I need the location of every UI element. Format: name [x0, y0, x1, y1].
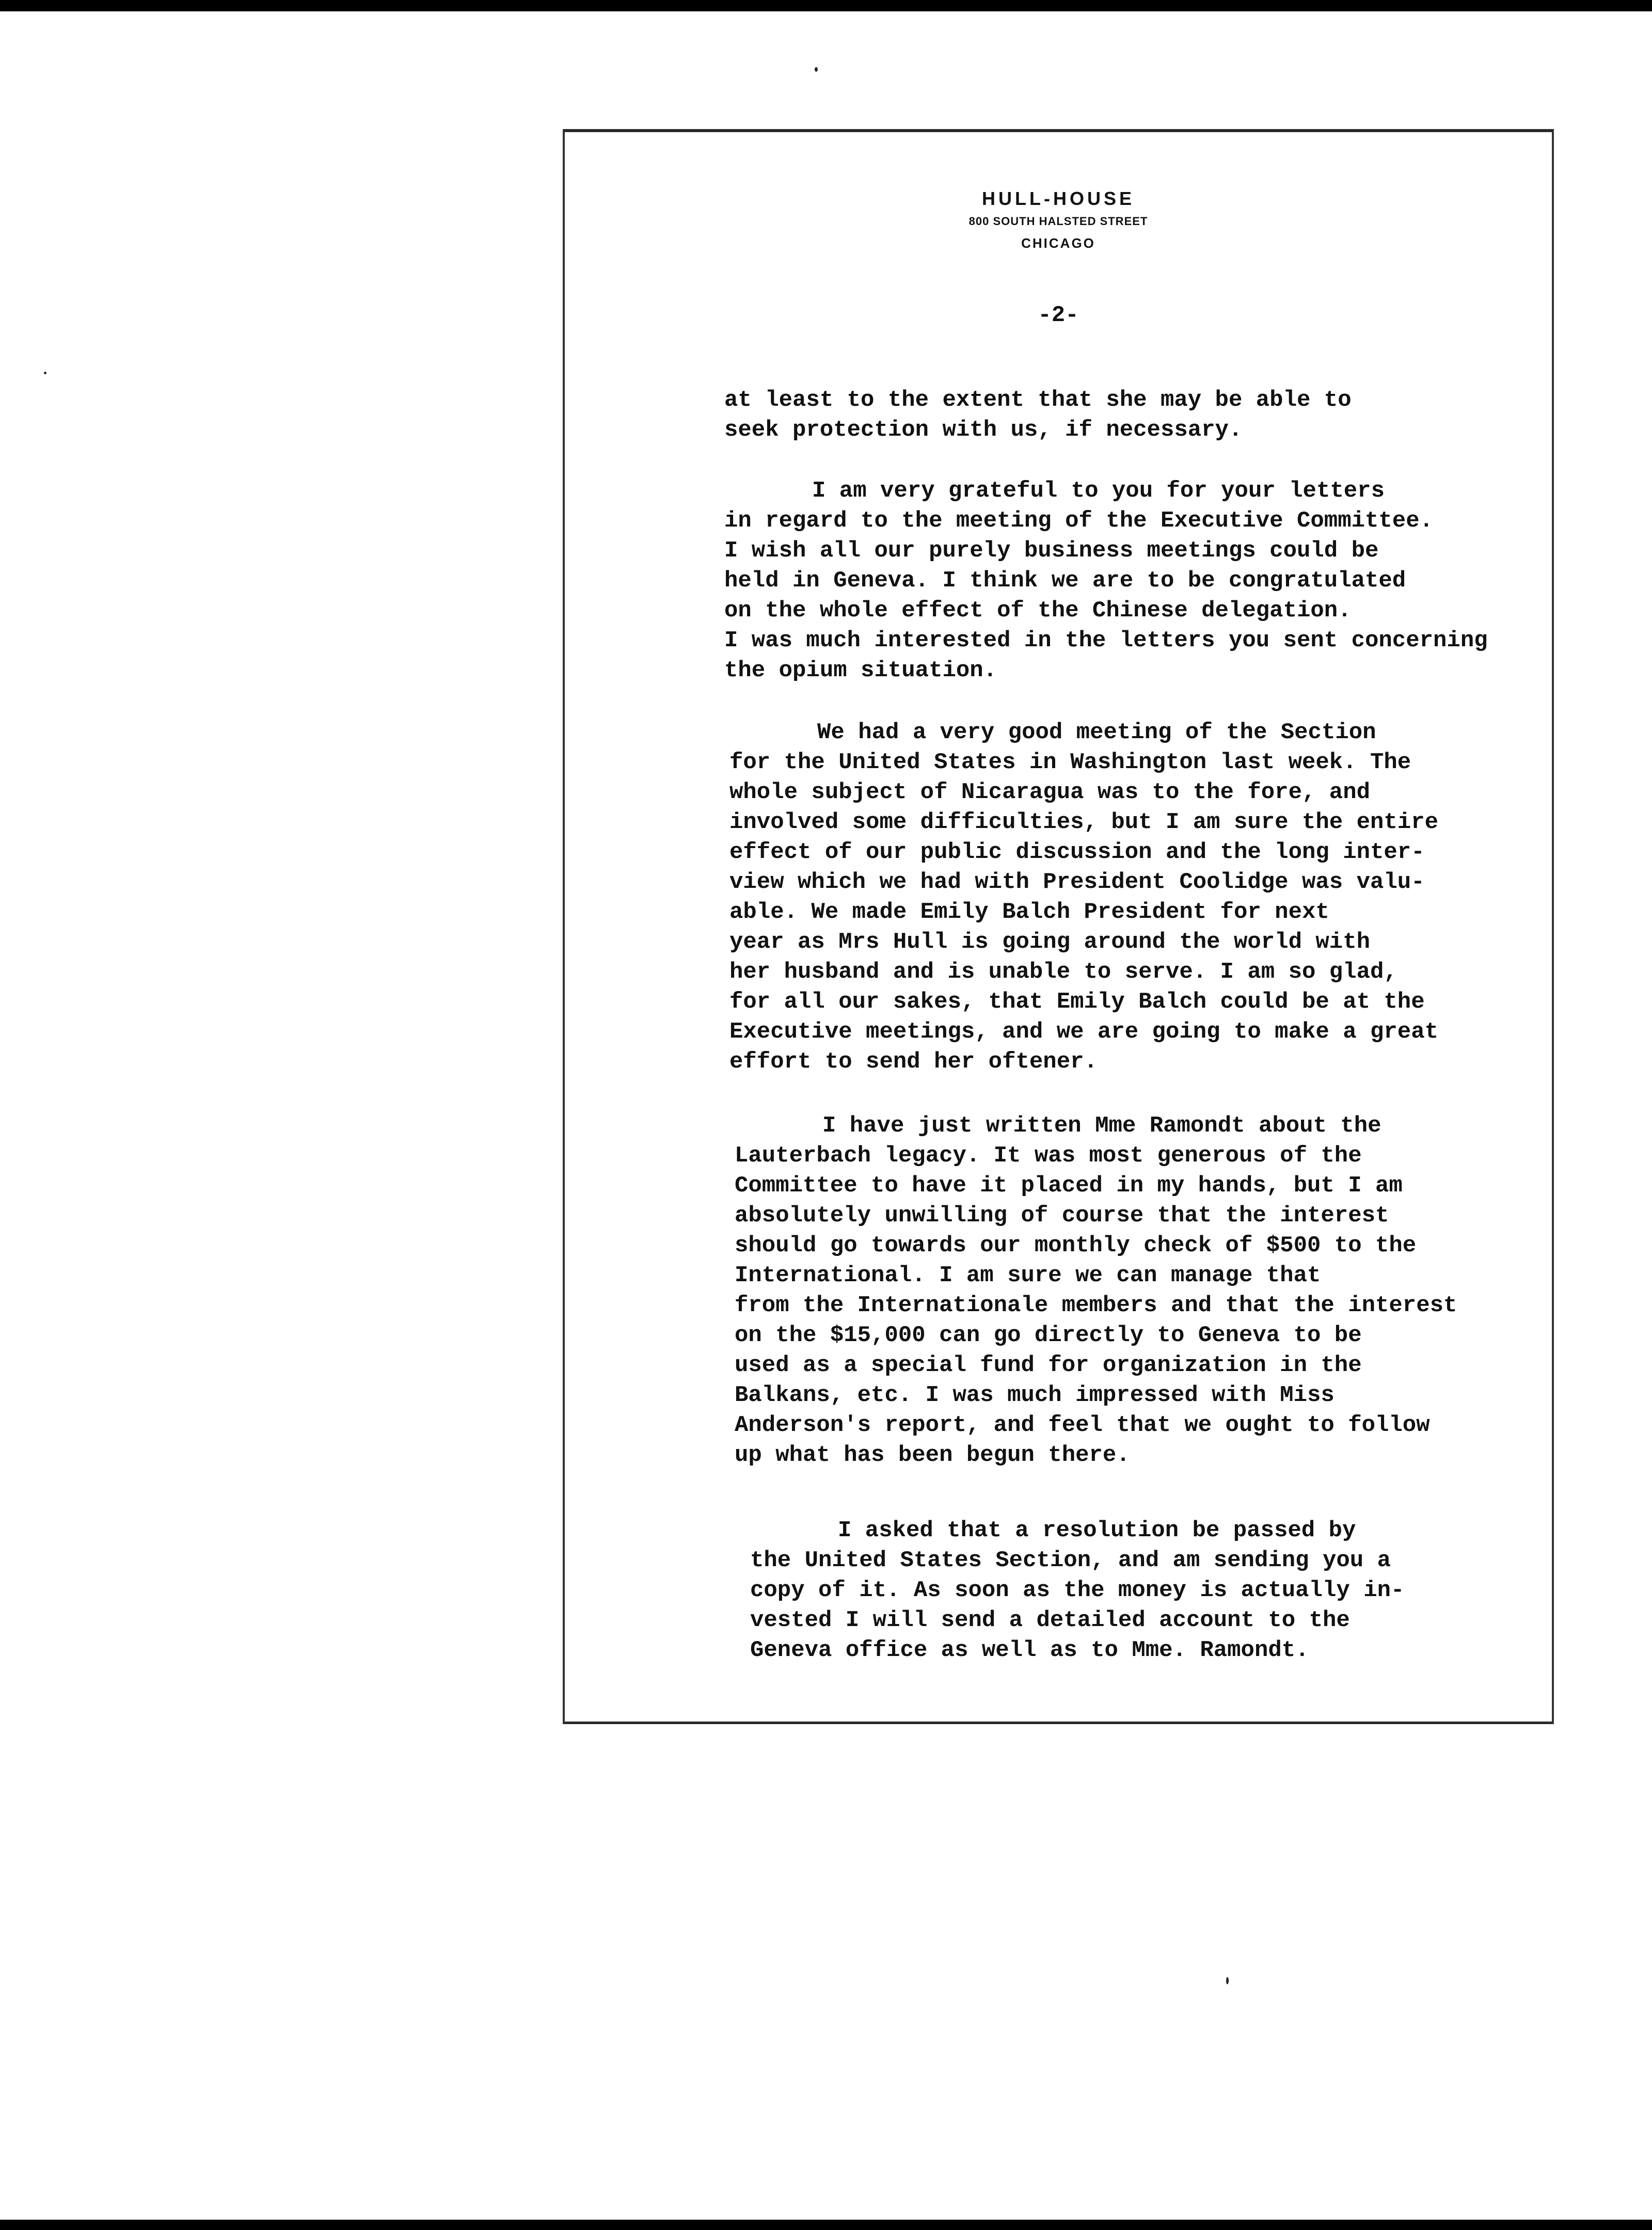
body-line: Anderson's report, and feel that we ought to follow [735, 1412, 1430, 1438]
body-line: up what has been begun there. [735, 1442, 1130, 1468]
body-line: in regard to the meeting of the Executive Committee. [724, 508, 1434, 534]
letterhead-name: HULL-HOUSE [982, 188, 1135, 209]
body-line: vested I will send a detailed account to the [750, 1607, 1350, 1633]
scan-speck [44, 372, 46, 374]
body-line: her husband and is unable to serve. I am so glad, [729, 959, 1397, 985]
body-line: on the whole effect of the Chinese delegation. [724, 598, 1352, 624]
body-line: I am very grateful to you for your letters [812, 478, 1385, 504]
body-line: I have just written Mme Ramondt about the [822, 1113, 1381, 1139]
body-line: the United States Section, and am sending you a [750, 1548, 1391, 1573]
letter-page [563, 129, 1554, 1724]
body-line: for all our sakes, that Emily Balch could be at the [729, 989, 1425, 1015]
body-line: Executive meetings, and we are going to make a great [729, 1019, 1439, 1045]
body-line: view which we had with President Coolidge was valu- [729, 869, 1425, 895]
letterhead-city: CHICAGO [1021, 235, 1095, 251]
letterhead-street: 800 SOUTH HALSTED STREET [968, 215, 1148, 228]
body-line: held in Geneva. I think we are to be congratulated [724, 568, 1406, 594]
body-line: Geneva office as well as to Mme. Ramondt. [750, 1637, 1309, 1663]
body-line: the opium situation. [724, 658, 997, 683]
body-line: from the Internationale members and that the interest [735, 1293, 1457, 1318]
page-number: -2- [1038, 302, 1079, 328]
body-line: year as Mrs Hull is going around the world with [729, 929, 1371, 955]
body-line: I asked that a resolution be passed by [838, 1518, 1356, 1543]
scan-border-bottom [0, 2220, 1652, 2230]
body-line: at least to the extent that she may be able to [724, 387, 1352, 413]
body-line: International. I am sure we can manage that [735, 1263, 1321, 1288]
body-line: should go towards our monthly check of $500 to the [735, 1233, 1417, 1259]
scan-border-top [0, 0, 1652, 11]
body-line: effort to send her oftener. [729, 1049, 1098, 1075]
body-line: We had a very good meeting of the Section [817, 720, 1376, 745]
body-line: copy of it. As soon as the money is actually in- [750, 1578, 1405, 1603]
body-line: absolutely unwilling of course that the interest [735, 1203, 1389, 1229]
body-line: able. We made Emily Balch President for next [729, 899, 1329, 925]
body-line: Committee to have it placed in my hands, but I am [735, 1173, 1403, 1199]
body-line: I wish all our purely business meetings could be [724, 538, 1379, 564]
body-line: used as a special fund for organization in the [735, 1352, 1362, 1378]
scan-speck [1226, 1977, 1229, 1984]
body-line: I was much interested in the letters you sent concerning [724, 628, 1488, 654]
body-line: effect of our public discussion and the long inter- [729, 839, 1425, 865]
body-line: Balkans, etc. I was much impressed with Miss [735, 1382, 1335, 1408]
body-line: seek protection with us, if necessary. [724, 417, 1243, 443]
scan-speck [815, 67, 818, 72]
body-line: on the $15,000 can go directly to Geneva to be [735, 1323, 1362, 1348]
body-line: involved some difficulties, but I am sure the entire [729, 809, 1439, 835]
body-line: Lauterbach legacy. It was most generous of the [735, 1143, 1362, 1169]
body-line: whole subject of Nicaragua was to the fore, and [729, 779, 1371, 805]
body-line: for the United States in Washington last week. The [729, 750, 1411, 775]
